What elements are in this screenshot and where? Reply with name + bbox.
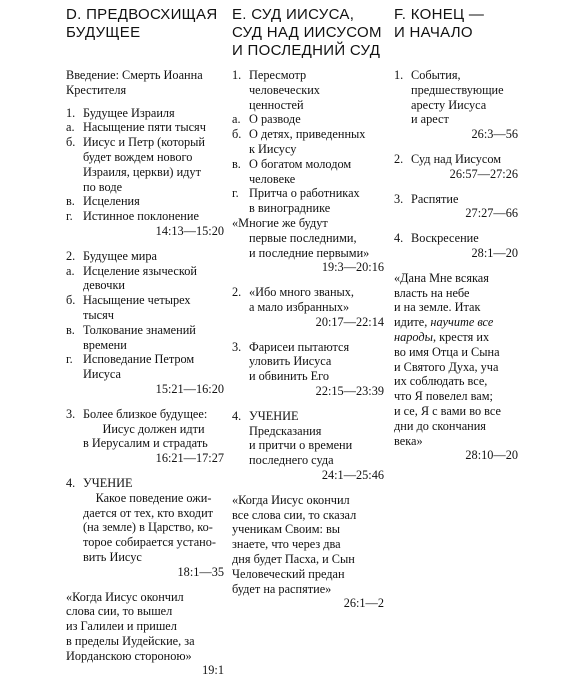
e-item-3: 3. Фарисеи пытаются уловить Иисуса и обвинить Его bbox=[232, 339, 350, 384]
d1-sub-a: а. Насыщение пяти тысяч bbox=[66, 120, 206, 135]
d-item-3: 3. Более близкое будущее: Иисус должен идти в Иерусалим и страдать bbox=[66, 406, 208, 451]
f-item-3: 3. Распятие bbox=[394, 191, 459, 206]
scripture-reference: 28:1—20 bbox=[471, 245, 518, 260]
section-f-heading: F. КОНЕЦ — И НАЧАЛО bbox=[394, 6, 485, 41]
d2-sub-b: б. Насыщение четырех тысяч bbox=[66, 293, 191, 322]
e-item-2: 2. «Ибо много званых, а мало избранных» bbox=[232, 285, 355, 314]
scripture-reference: 19:1 bbox=[202, 663, 224, 678]
section-d-heading: D. ПРЕДВОСХИЩАЯ БУДУЩЕЕ bbox=[66, 6, 218, 41]
f-item-2: 2. Суд над Иисусом bbox=[394, 151, 502, 166]
f-item-1: 1. События, предшествующие аресту Иисуса и арест bbox=[394, 68, 504, 127]
e-item-4: 4. УЧЕНИЕ Предсказания и притчи о времени последнего суда bbox=[232, 408, 353, 468]
closing-quote: «Когда Иисус окончил слова сии, то вышел из Галилеи и пришел в пределы Иудейские, за Иорданскою стороною» bbox=[66, 589, 195, 663]
d1-sub-d: г. Истинное поклонение bbox=[66, 209, 199, 224]
d2-sub-a: а. Исцеление языческой девочки bbox=[66, 263, 197, 293]
d2-sub-d: г. Исповедание Петром Иисуса bbox=[66, 352, 195, 382]
scripture-reference: 28:10—20 bbox=[465, 448, 518, 463]
closing-quote: «Когда Иисус окончил все слова сии, то сказал ученикам Своим: вы знаете, что через два дня будет Пасха, и Сын Человеческий предан будет на распятие» bbox=[232, 492, 357, 596]
intro-text: Введение: Смерть Иоанна Крестителя bbox=[66, 68, 203, 97]
e-item-1: 1. Пересмотр человеческих ценностей bbox=[232, 68, 320, 112]
e1-sub-c: в. О богатом молодом человеке bbox=[232, 156, 352, 186]
scripture-reference: 26:3—56 bbox=[471, 127, 518, 142]
section-e-heading: E. СУД ИИСУСА, СУД НАД ИИСУСОМ И ПОСЛЕДНИЙ СУД bbox=[232, 6, 382, 59]
e1-sub-a: а. О разводе bbox=[232, 112, 301, 127]
scripture-reference: 19:3—20:16 bbox=[321, 260, 384, 275]
d-item-2: 2. Будущее мира bbox=[66, 248, 157, 263]
e1-sub-b: б. О детях, приведенных к Иисусу bbox=[232, 127, 366, 156]
scripture-reference: 24:1—25:46 bbox=[321, 467, 384, 482]
column-d bbox=[66, 6, 224, 678]
scripture-reference: 26:1—2 bbox=[343, 596, 384, 611]
d1-sub-b: б. Иисус и Петр (который будет вождем нового Израиля, церкви) идут по воде bbox=[66, 135, 205, 194]
closing-quote: «Дана Мне всякая власть на небе и на земле. Итак идите, научите все народы, крестя их во имя Отца и Сына и Святого Духа, уча их соблюдать все, что Я повелел вам; и се, Я с вами во все дни до скончания века» bbox=[394, 270, 501, 448]
scripture-reference: 20:17—22:14 bbox=[315, 314, 384, 329]
d1-sub-c: в. Исцеления bbox=[66, 194, 140, 209]
scripture-reference: 14:13—15:20 bbox=[155, 223, 224, 238]
scripture-reference: 15:21—16:20 bbox=[155, 381, 224, 396]
scripture-reference: 16:21—17:27 bbox=[155, 451, 224, 466]
scripture-reference: 22:15—23:39 bbox=[315, 383, 384, 398]
d-item-4: 4. УЧЕНИЕ Какое поведение ожи- дается от тех, кто входит (на земле) в Царство, ко- торое собирается устано- вить Иисус bbox=[66, 475, 216, 564]
e1-quote: «Многие же будут первые последними, и последние первыми» bbox=[232, 215, 370, 260]
d2-sub-c: в. Толкование знамений времени bbox=[66, 322, 196, 352]
column-f bbox=[394, 6, 518, 463]
column-e bbox=[232, 6, 384, 611]
f-item-4: 4. Воскресение bbox=[394, 231, 479, 246]
e1-sub-d: г. Притча о работниках в винограднике bbox=[232, 186, 360, 216]
scripture-reference: 26:57—27:26 bbox=[449, 166, 518, 181]
scripture-reference: 27:27—66 bbox=[465, 206, 518, 221]
d-item-1: 1. Будущее Израиля bbox=[66, 105, 175, 120]
scripture-reference: 18:1—35 bbox=[177, 564, 224, 579]
